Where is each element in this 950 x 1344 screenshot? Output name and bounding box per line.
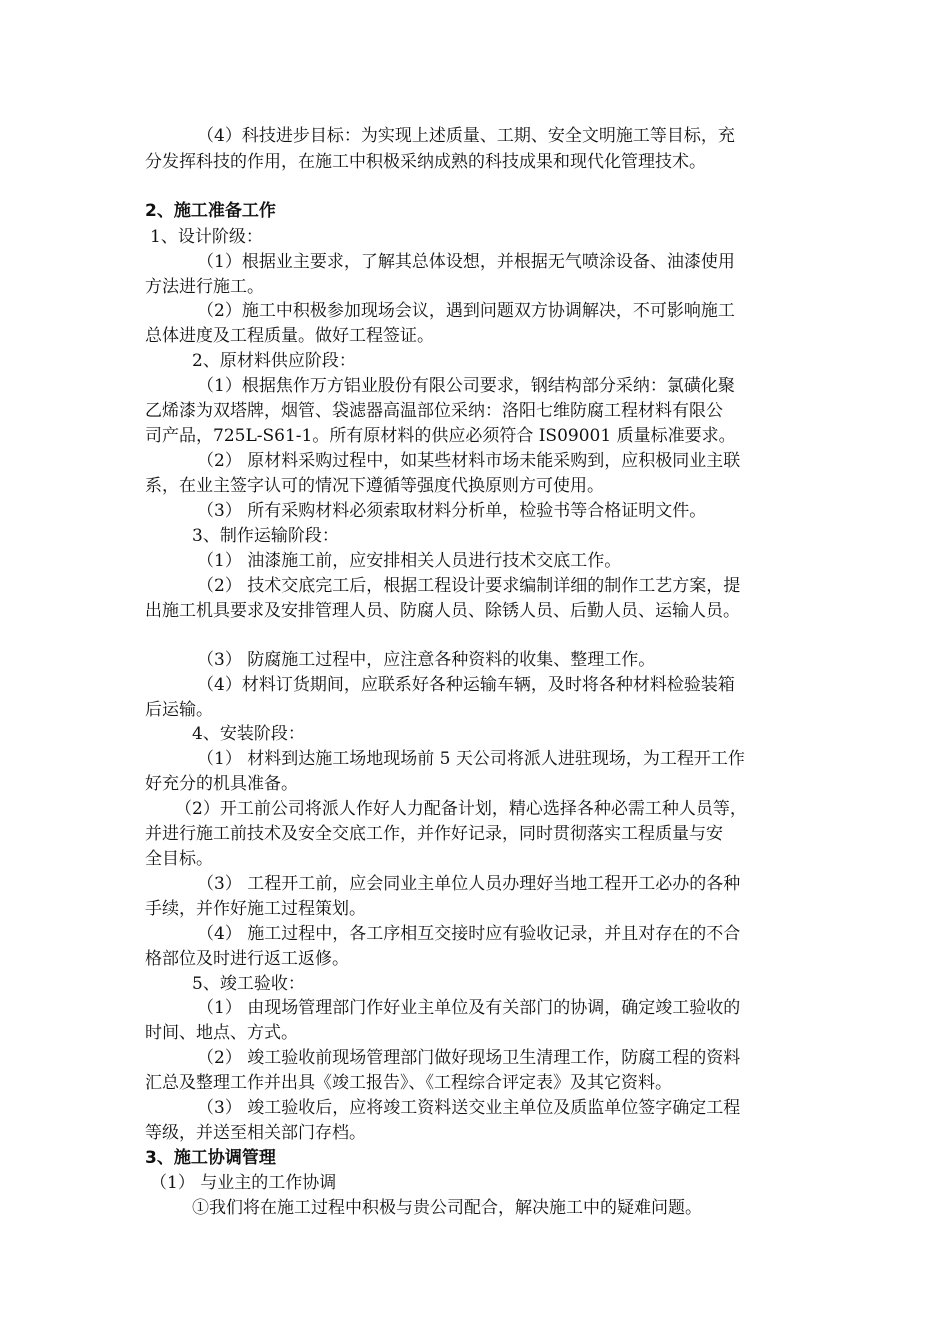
paragraph-line: 系，在业主签字认可的情况下遵循等强度代换原则方可使用。 [145, 476, 604, 496]
paragraph-line: （4） 施工过程中，各工序相互交接时应有验收记录，并且对存在的不合 [197, 924, 741, 944]
paragraph-line: 乙烯漆为双塔牌，烟管、袋滤器高温部位采纳：洛阳七维防腐工程材料有限公 [145, 401, 723, 421]
paragraph-line: 好充分的机具准备。 [145, 774, 298, 794]
paragraph-line: 汇总及整理工作并出具《竣工报告》、《工程综合评定表》及其它资料。 [145, 1073, 672, 1093]
paragraph-line: 方法进行施工。 [145, 277, 264, 297]
subsection-heading: 3、制作运输阶段： [192, 526, 339, 546]
paragraph-line: （2） 原材料采购过程中，如某些材料市场未能采购到，应积极同业主联 [197, 451, 741, 471]
paragraph-line: （1）根据业主要求，了解其总体设想，并根据无气喷涂设备、油漆使用 [197, 252, 735, 272]
paragraph-line: 司产品，725L-S61-1。所有原材料的供应必须符合 IS09001 质量标准要求。 [145, 426, 736, 446]
paragraph-line: （1） 由现场管理部门作好业主单位及有关部门的协调，确定竣工验收的 [197, 998, 741, 1018]
paragraph-line: （1） 油漆施工前，应安排相关人员进行技术交底工作。 [197, 551, 622, 571]
paragraph-line: 格部位及时进行返工返修。 [145, 949, 349, 969]
paragraph-line: 后运输。 [145, 700, 213, 720]
paragraph-line: （2）施工中积极参加现场会议，遇到问题双方协调解决，不可影响施工 [197, 301, 735, 321]
paragraph-line: （1） 材料到达施工场地现场前 5 天公司将派人进驻现场，为工程开工作 [197, 749, 745, 769]
section-heading: 2、施工准备工作 [145, 201, 276, 221]
paragraph-line: （2） 技术交底完工后，根据工程设计要求编制详细的制作工艺方案，提 [197, 576, 741, 596]
paragraph-line: 出施工机具要求及安排管理人员、防腐人员、除锈人员、后勤人员、运输人员。 [145, 601, 740, 621]
paragraph-line: （4）材料订货期间，应联系好各种运输车辆，及时将各种材料检验装箱 [197, 675, 735, 695]
subsection-heading: 2、原材料供应阶段： [192, 351, 356, 371]
paragraph-line: ①我们将在施工过程中积极与贵公司配合，解决施工中的疑难问题。 [192, 1198, 702, 1218]
paragraph-line: 全目标。 [145, 849, 213, 869]
subsection-heading: 5、竣工验收： [192, 974, 305, 994]
paragraph-line: 分发挥科技的作用，在施工中积极采纳成熟的科技成果和现代化管理技术。 [145, 152, 706, 172]
paragraph-line: （3） 所有采购材料必须索取材料分析单，检验书等合格证明文件。 [197, 501, 707, 521]
paragraph-line: （2）开工前公司将派人作好人力配备计划，精心选择各种必需工种人员等， [175, 799, 747, 819]
paragraph-line: （1）根据焦作万方铝业股份有限公司要求，钢结构部分采纳：氯磺化聚 [197, 376, 735, 396]
paragraph-line: 时间、地点、方式。 [145, 1023, 298, 1043]
paragraph-line: （3） 工程开工前，应会同业主单位人员办理好当地工程开工必办的各种 [197, 874, 741, 894]
paragraph-line: （3） 竣工验收后，应将竣工资料送交业主单位及质监单位签字确定工程 [197, 1098, 741, 1118]
paragraph-line: （4）科技进步目标：为实现上述质量、工期、安全文明施工等目标，充 [197, 126, 735, 146]
paragraph-line: 总体进度及工程质量。做好工程签证。 [145, 326, 434, 346]
subsection-heading: 4、安装阶段： [192, 724, 305, 744]
section-heading: 3、施工协调管理 [145, 1148, 276, 1168]
subsection-heading: （1） 与业主的工作协调 [150, 1173, 337, 1193]
paragraph-line: 等级，并送至相关部门存档。 [145, 1123, 366, 1143]
paragraph-line: （2） 竣工验收前现场管理部门做好现场卫生清理工作，防腐工程的资料 [197, 1048, 741, 1068]
paragraph-line: 手续，并作好施工过程策划。 [145, 899, 366, 919]
paragraph-line: （3） 防腐施工过程中，应注意各种资料的收集、整理工作。 [197, 650, 656, 670]
paragraph-line: 并进行施工前技术及安全交底工作，并作好记录，同时贯彻落实工程质量与安 [145, 824, 723, 844]
subsection-heading: 1、设计阶级： [150, 227, 263, 247]
